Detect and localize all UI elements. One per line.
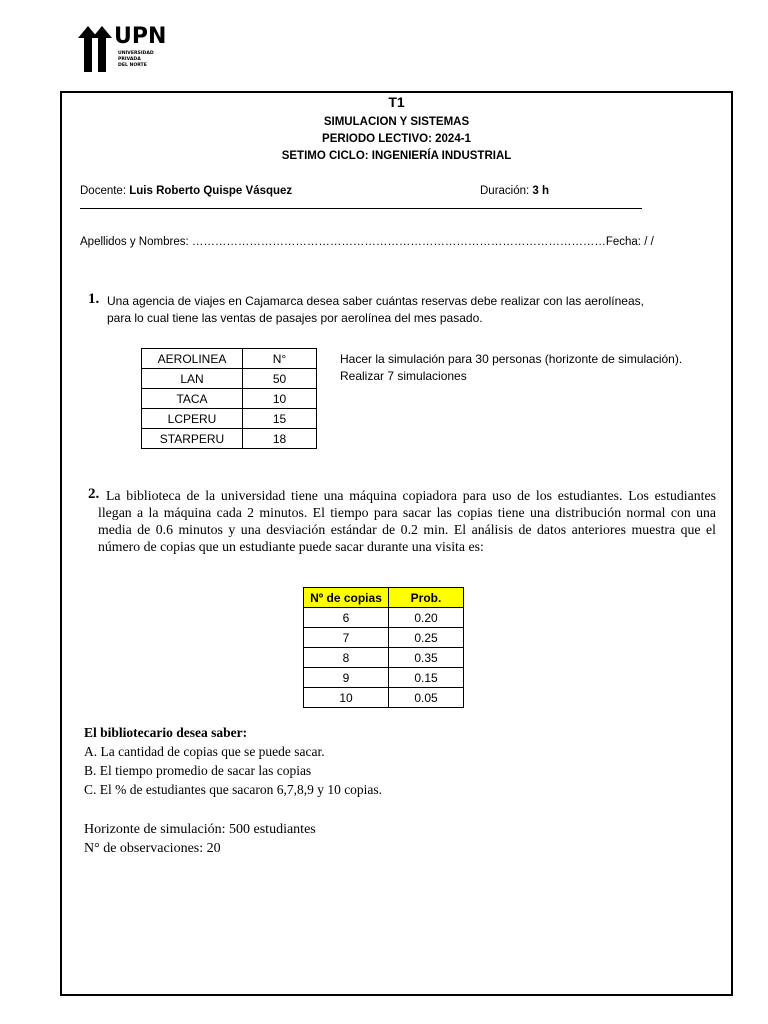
table-cell: 50 <box>243 369 317 389</box>
table-header-cell: Prob. <box>389 588 464 608</box>
table-cell: LAN <box>142 369 243 389</box>
aerolineas-table <box>141 348 317 449</box>
table-header-cell: N° <box>243 349 317 369</box>
table-cell: LCPERU <box>142 409 243 429</box>
table-cell: 0.35 <box>389 648 464 668</box>
logo-brand: UPN <box>114 24 167 49</box>
docente-line <box>80 185 292 197</box>
table-cell: 15 <box>243 409 317 429</box>
table-cell: 10 <box>243 389 317 409</box>
logo-subtitle: UNIVERSIDAD PRIVADA DEL NORTE <box>118 51 154 68</box>
docente-name: Luis Roberto Quispe Vásquez <box>129 185 293 197</box>
table-cell: 10 <box>304 688 389 708</box>
table-header-row <box>304 588 464 608</box>
copias-table <box>303 587 464 708</box>
q2-observations: N° de observaciones: 20 <box>84 841 221 856</box>
docente-label: Docente: <box>80 185 127 197</box>
table-row <box>142 369 317 389</box>
duracion-line <box>480 185 549 197</box>
q2-ask-title: El bibliotecario desea saber: <box>84 725 248 740</box>
q2-horizon: Horizonte de simulación: 500 estudiantes <box>84 822 316 837</box>
q2-text-body: La biblioteca de la universidad tiene una máquina copiadora para uso de los estudiantes. Los estudiantes llegan a la máquina cada 2 minutos. El tiempo para sacar las copias tiene una distribución normal con una media de 0.6 minutos y una desviación estándar de 0.2 min. El análisis de datos anteriores muestra que el número de copias que un estudiante puede sacar durante una visita es: <box>98 488 716 554</box>
q2-text <box>98 487 716 555</box>
table-row <box>304 648 464 668</box>
table-row <box>304 628 464 648</box>
table-cell: 6 <box>304 608 389 628</box>
q1-simulation-note <box>340 351 682 385</box>
q1-text <box>107 293 687 327</box>
table-row <box>304 688 464 708</box>
upn-logo <box>78 24 188 76</box>
table-cell: STARPERU <box>142 429 243 449</box>
q1-note-line1: Hacer la simulación para 30 personas (horizonte de simulación). <box>340 352 683 366</box>
q1-text-line2: para lo cual tiene las ventas de pasajes por aerolínea del mes pasado. <box>107 311 483 325</box>
period: PERIODO LECTIVO: 2024-1 <box>322 133 471 145</box>
q1-text-line1: Una agencia de viajes en Cajamarca desea saber cuántas reservas debe realizar con las aerolíneas, <box>107 294 644 308</box>
table-cell: 0.20 <box>389 608 464 628</box>
q2-ask-c: C. El % de estudiantes que sacaron 6,7,8,9 y 10 copias. <box>84 782 383 797</box>
q2-ask-a: A. La cantidad de copias que se puede sacar. <box>84 744 325 759</box>
table-cell: 7 <box>304 628 389 648</box>
table-row <box>142 409 317 429</box>
table-header-cell: AEROLINEA <box>142 349 243 369</box>
q2-params <box>84 820 316 858</box>
q2-ask-b: B. El tiempo promedio de sacar las copias <box>84 763 312 778</box>
table-cell: TACA <box>142 389 243 409</box>
table-cell: 9 <box>304 668 389 688</box>
table-cell: 18 <box>243 429 317 449</box>
nombres-fecha-line: Apellidos y Nombres: ………………………………………………………………………………………………Fecha: / / <box>80 236 654 248</box>
table-cell: 0.15 <box>389 668 464 688</box>
duracion-value: 3 h <box>532 185 550 197</box>
table-cell: 0.25 <box>389 628 464 648</box>
q2-asks <box>84 723 382 799</box>
table-row <box>142 429 317 449</box>
q1-note-line2: Realizar 7 simulaciones <box>340 369 467 383</box>
course-name: SIMULACION Y SISTEMAS <box>323 116 470 128</box>
duracion-label: Duración: <box>480 185 530 197</box>
header-rule <box>80 208 642 209</box>
table-cell: 8 <box>304 648 389 668</box>
exam-title: T1 <box>388 94 405 110</box>
table-cell: 0.05 <box>389 688 464 708</box>
upn-logo-arrows-icon <box>78 24 114 74</box>
cycle: SETIMO CICLO: INGENIERÍA INDUSTRIAL <box>281 150 512 162</box>
table-header-row <box>142 349 317 369</box>
table-row <box>142 389 317 409</box>
table-header-cell: Nº de copias <box>304 588 389 608</box>
table-row <box>304 608 464 628</box>
q1-number: 1. <box>88 291 100 307</box>
table-row <box>304 668 464 688</box>
q2-number: 2. <box>88 486 100 502</box>
